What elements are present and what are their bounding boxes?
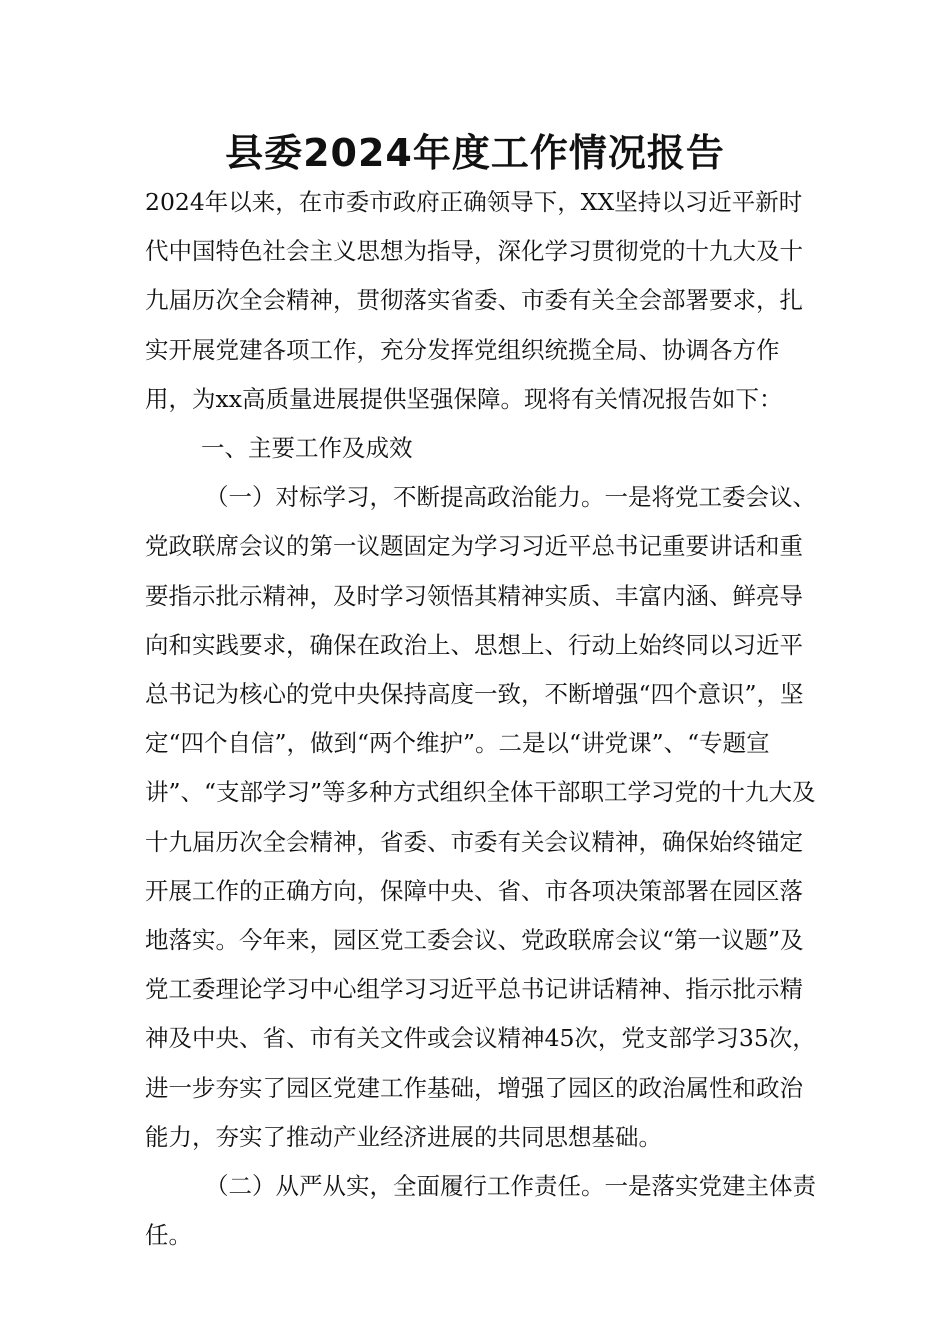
section-heading: 一、主要工作及成效 — [201, 434, 413, 463]
intro-paragraph: 2024年以来，在市委市政府正确领导下，XX坚持以习近平新时代中国特色社会主义思想为指导，深化学习贯彻党的十九大及十九届历次全会精神，贯彻落实省委、市委有关全会部署要求，扎实开展党建各项工作，充分发挥党组织统揽全局、协调各方作用，为xx高质量进展提供坚强保障。现将有关情况报告如下： — [145, 188, 803, 413]
document-title: 县委2024年度工作情况报告 — [225, 131, 725, 175]
body-paragraph: （二）从严从实，全面履行工作责任。一是落实党建主体责任。 — [145, 1172, 816, 1250]
document-body — [145, 178, 825, 1260]
body-paragraph: （一）对标学习，不断提高政治能力。一是将党工委会议、党政联席会议的第一议题固定为学习习近平总书记重要讲话和重要指示批示精神，及时学习领悟其精神实质、丰富内涵、鲜亮导向和实践要求，确保在政治上、思想上、行动上始终同以习近平总书记为核心的党中央保持高度一致，不断增强“四个意识”，坚定“四个自信”，做到“两个维护”。二是以“讲党课”、“专题宣讲”、“支部学习”等多种方式组织全体干部职工学习党的十九大及十九届历次全会精神，省委、市委有关会议精神，确保始终锚定开展工作的正确方向，保障中央、省、市各项决策部署在园区落地落实。今年来，园区党工委会议、党政联席会议“第一议题”及党工委理论学习中心组学习习近平总书记讲话精神、指示批示精神及中央、省、市有关文件或会议精神45次，党支部学习35次，进一步夯实了园区党建工作基础，增强了园区的政治属性和政治能力，夯实了推动产业经济进展的共同思想基础。 — [145, 483, 816, 1151]
